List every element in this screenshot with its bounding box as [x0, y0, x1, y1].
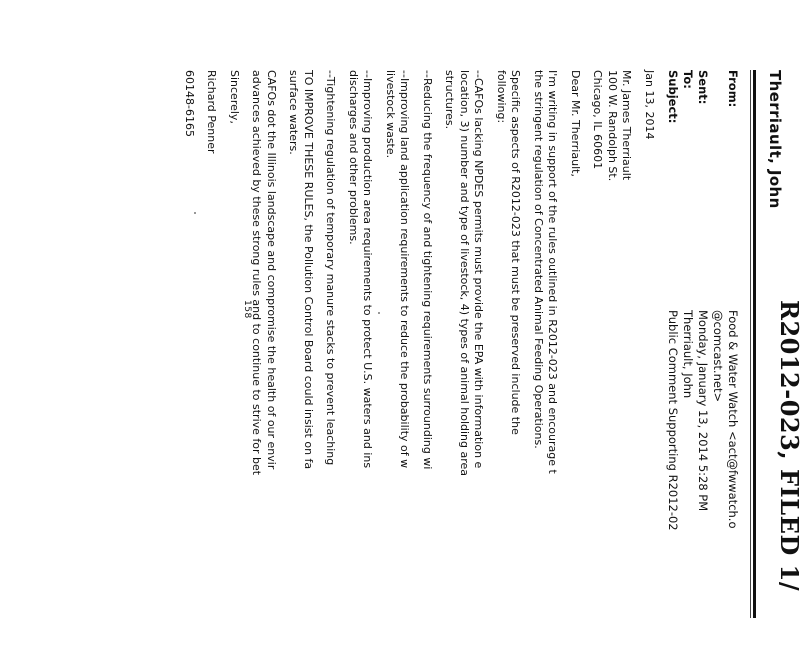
paragraph-line: location, 3) number and type of livestock, 4) types of animal holding area	[458, 70, 471, 477]
letter-paragraph	[420, 70, 435, 650]
paragraph-line: --CAFOs lacking NPDES permits must provide the EPA with information e	[472, 70, 486, 469]
letter-paragraph	[383, 70, 412, 650]
salutation: Dear Mr. Therriault,	[569, 70, 582, 177]
letter-date: Jan 13, 2014	[643, 70, 656, 140]
subject-value: Public Comment Supporting R2012-02	[666, 310, 680, 531]
letter-paragraph	[323, 70, 338, 650]
paragraph-line: following:	[495, 70, 508, 124]
subject-row	[665, 70, 680, 531]
letter-paragraph	[346, 70, 375, 650]
paragraph-line: discharges and other problems.	[347, 70, 360, 245]
from-value-continued: @comcast.net>	[711, 310, 725, 403]
paragraph-line: --Improving production area requirements to protect U.S. waters and ins	[361, 70, 375, 469]
sent-label: Sent:	[696, 70, 710, 105]
scan-speck	[194, 212, 196, 214]
paragraph-line: the stringent regulation of Concentrated Animal Feeding Operations.	[532, 70, 545, 449]
to-value: Therriault, John	[681, 310, 695, 399]
paragraph-line: advances achieved by these strong rules and to continue to strive for bet	[250, 70, 264, 476]
paragraph-line: I'm writing in support of the rules outlined in R2012-023 and encourage t	[546, 70, 560, 474]
from-row-continued	[710, 70, 725, 531]
recipient-address	[590, 70, 634, 650]
letter-paragraph	[249, 70, 278, 650]
scan-speck	[378, 312, 380, 314]
email-header	[665, 70, 740, 531]
header-rule	[753, 70, 756, 618]
from-value: Food & Water Watch <act@fwwatch.o	[726, 310, 740, 529]
paragraph-line: --Tightening regulation of temporary manure stacks to prevent leaching	[324, 70, 338, 466]
paragraph-line: --Reducing the frequency of and tightening requirements surrounding wi	[421, 70, 434, 470]
address-line: 100 W. Randolph St.	[606, 70, 619, 182]
letter-paragraph	[442, 70, 486, 650]
signer-zip: 60148-6165	[183, 70, 196, 137]
closing: Sincerely,	[228, 70, 241, 124]
from-label: From:	[726, 70, 740, 108]
letter-paragraph	[531, 70, 560, 650]
letter-paragraph	[286, 70, 315, 650]
filing-stamp: R2012-023, FILED 1/	[775, 300, 804, 592]
letter-paragraph	[494, 70, 523, 650]
letter-paragraphs	[249, 70, 560, 650]
paragraph-line: surface waters.	[287, 70, 301, 155]
subject-label: Subject:	[666, 70, 680, 124]
signer-name: Richard Penner	[205, 70, 219, 154]
paragraph-line: livestock waste.	[384, 70, 397, 159]
paragraph-line: CAFOs dot the Illinois landscape and compromise the health of our envir	[265, 70, 278, 470]
to-row	[680, 70, 695, 531]
address-line: Chicago, IL 60601	[591, 70, 605, 170]
sender-name: Therriault, John	[766, 70, 784, 209]
from-row	[725, 70, 740, 531]
sent-row	[695, 70, 710, 531]
letter-body	[174, 70, 657, 650]
paragraph-line: TO IMPROVE THESE RULES, the Pollution Control Board could insist on fa	[302, 70, 315, 470]
address-line: Mr. James Therriault	[620, 70, 634, 181]
paragraph-line: Specific aspects of R2012-023 that must be preserved include the	[509, 70, 523, 435]
paragraph-line: --Improving land application requirements to reduce the probability of w	[398, 70, 412, 469]
sent-value: Monday, January 13, 2014 5:28 PM	[696, 310, 710, 512]
header-rule-thin	[750, 70, 751, 618]
to-label: To:	[681, 70, 695, 89]
page-number: 158	[242, 300, 252, 319]
paragraph-line: structures.	[443, 70, 457, 130]
